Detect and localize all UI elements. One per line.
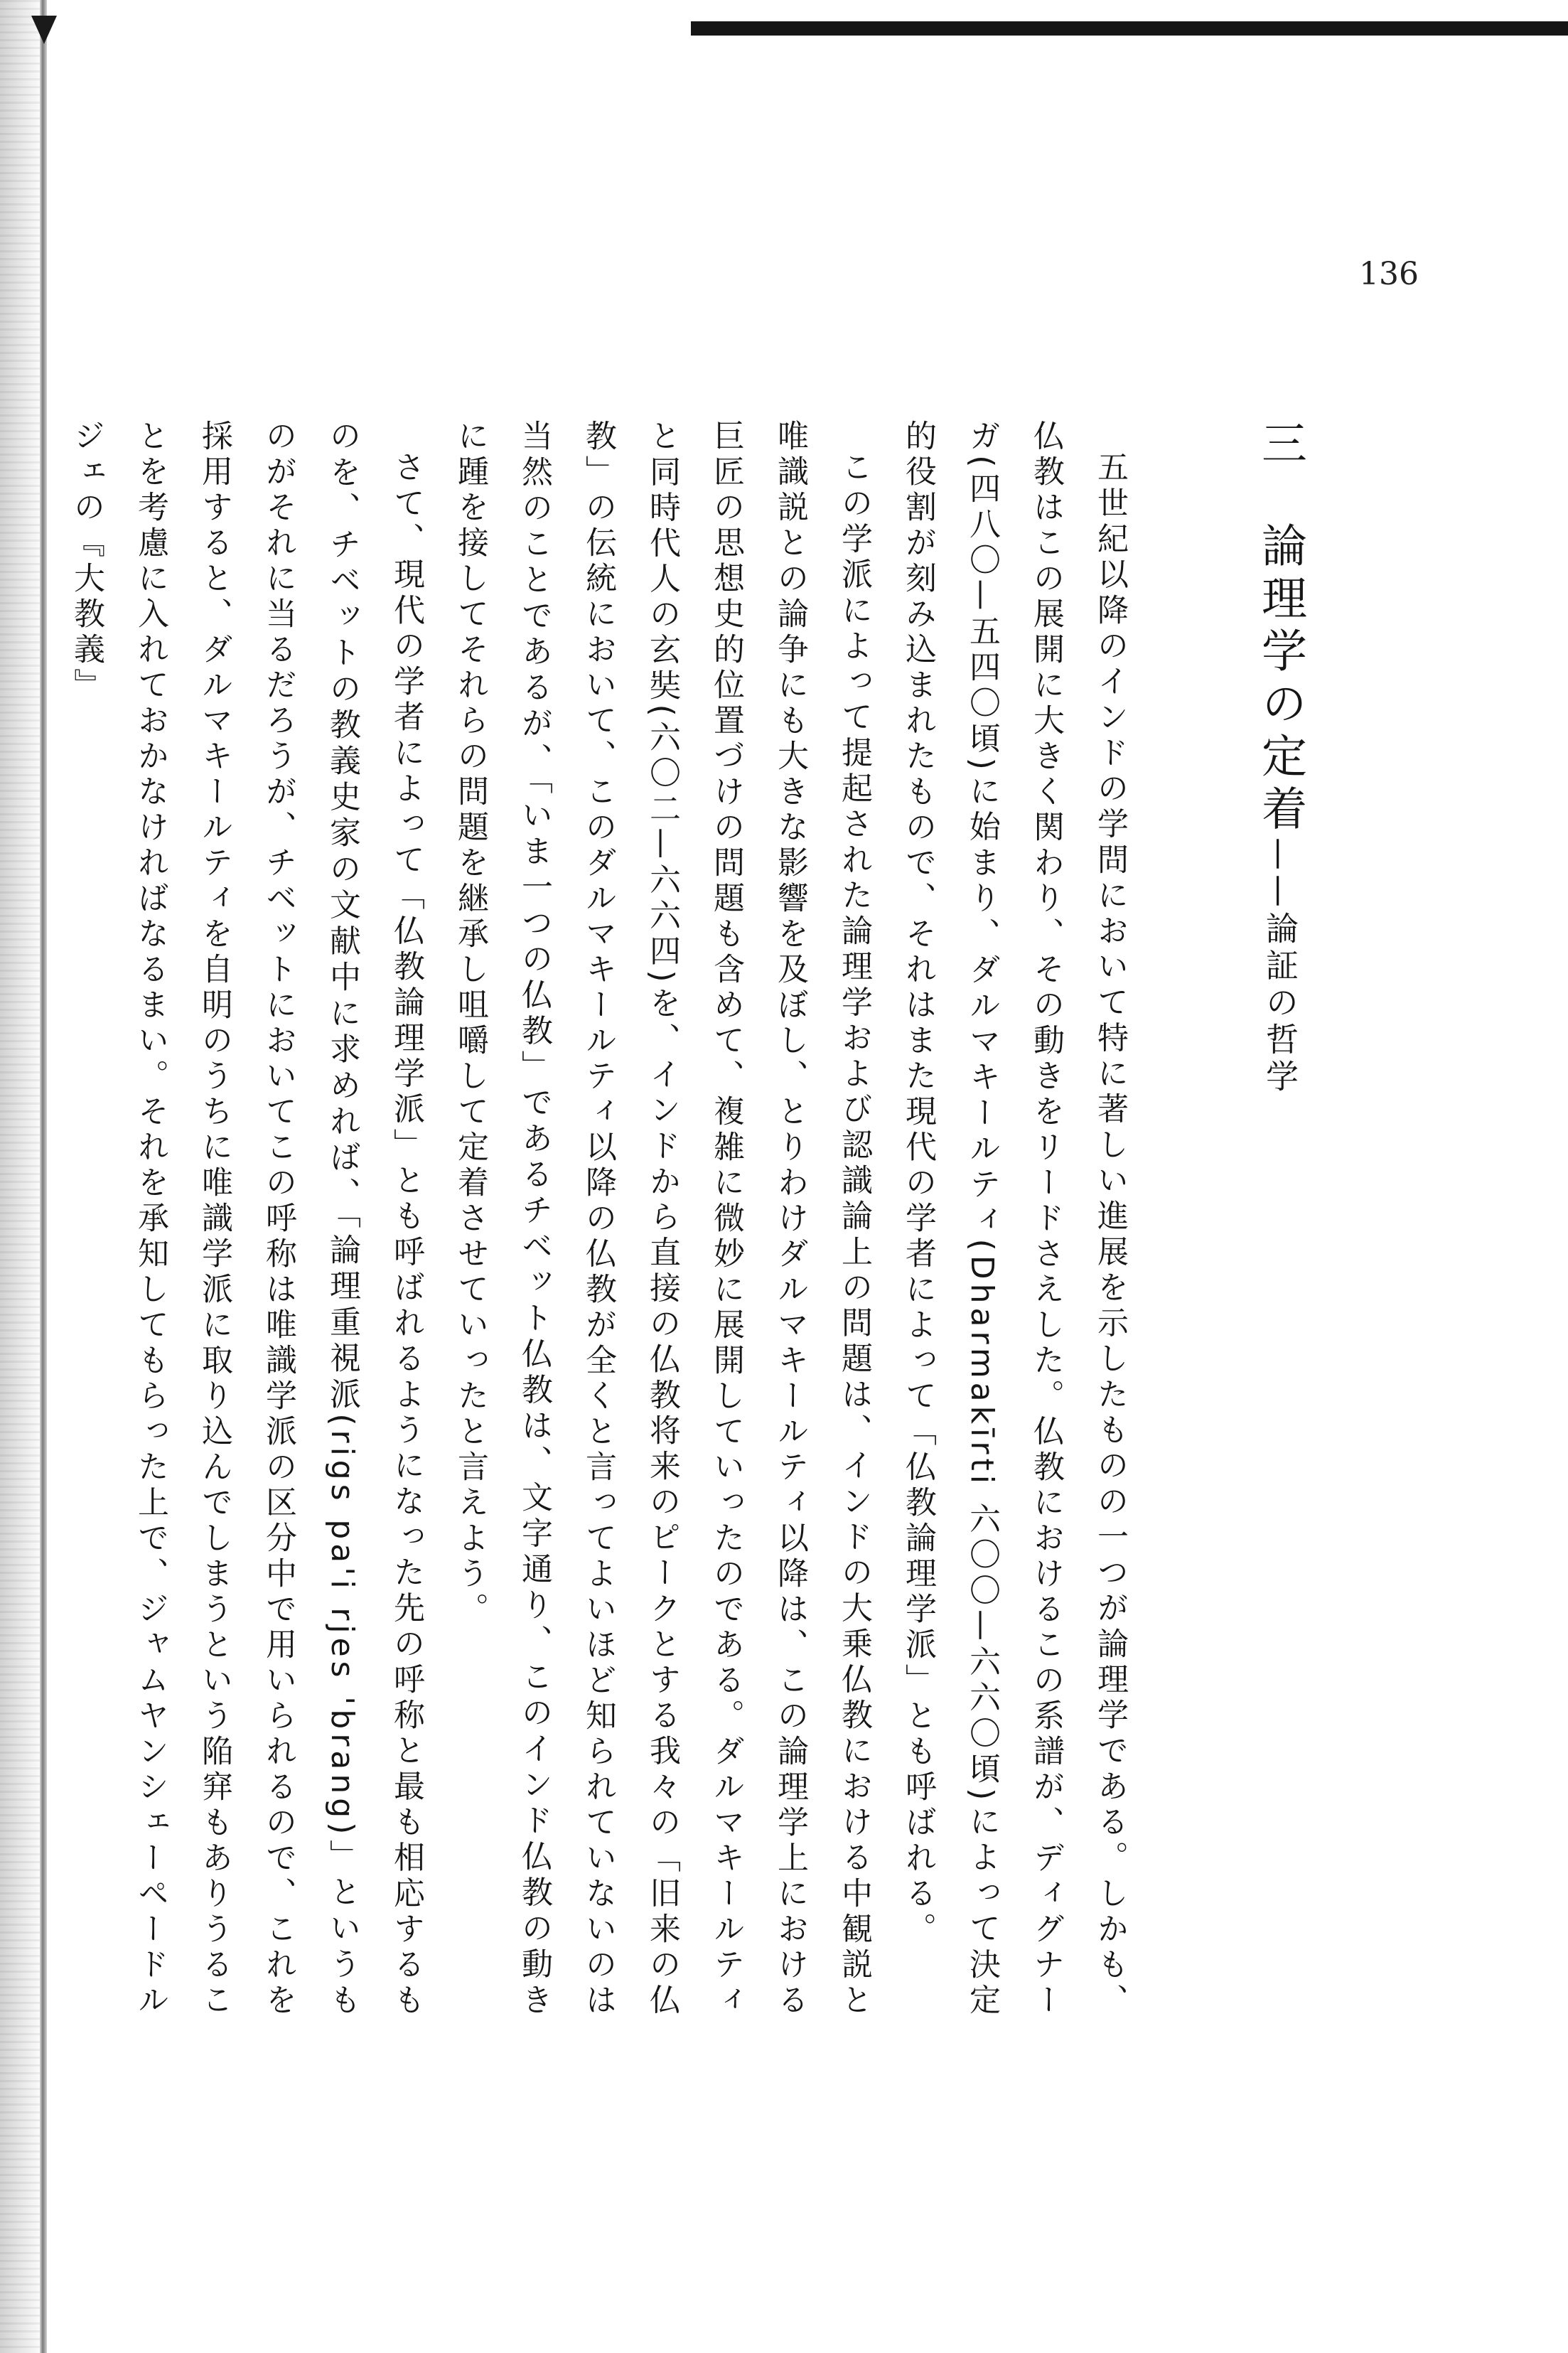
scan-shadow (0, 0, 40, 2353)
page-number: 136 (1359, 256, 1419, 292)
section-heading (1248, 419, 1312, 2019)
paragraph-3: さて、現代の学者によって「仏教論理学派」とも呼ばれるようになった先の呼称と最も相応するものを、チベットの教義史家の文献中に求めれば、「論理重視派(rigs pa'i rjes 'brang)」というものがそれに当るだろうが、チベットにおいてこの呼称は唯識学派の区分中で用いられるので、これを採用すると、ダルマキールティを自明のうちに唯識学派に取り込んでしまうという陥穽もありうることを考慮に入れておかなければなるまい。それを承知してもらった上で、ジャムヤンシェーペードルジェの『大教義』 (68, 419, 424, 2019)
paragraph-1: 五世紀以降のインドの学問において特に著しい進展を示したものの一つが論理学である。しかも、仏教はこの展開に大きく関わり、その動きをリードさえした。仏教におけるこの系譜が、ディグナーガ(四八〇—五四〇頃)に始まり、ダルマキールティ(Dharmakīrti 六〇〇—六六〇頃)によって決定的役割が刻み込まれたもので、それはまた現代の学者によって「仏教論理学派」とも呼ばれる。 (900, 419, 1128, 2019)
page-gutter-edge (40, 0, 47, 2353)
binding-mark (31, 16, 57, 44)
section-title-dash: —— (1261, 837, 1299, 911)
scan-top-border (691, 21, 1568, 36)
paragraph-2: この学派によって提起された論理学および認識論上の問題は、インドの大乗仏教における中観説と唯識説との論争にも大きな影響を及ぼし、とりわけダルマキールティ以降は、この論理学上における巨匠の思想史的位置づけの問題も含めて、複雑に微妙に展開していったのである。ダルマキールティと同時代人の玄奘(六〇二—六六四)を、インドから直接の仏教将来のピークとする我々の「旧来の仏教」の伝統において、このダルマキールティ以降の仏教が全くと言ってよいほど知られていないのは当然のことであるが、「いま一つの仏教」であるチベット仏教は、文字通り、このインド仏教の動きに踵を接してそれらの問題を継承し咀嚼して定着させていったと言えよう。 (452, 419, 872, 2019)
section-subtitle: 論証の哲学 (1261, 911, 1299, 1096)
vertical-text-body (54, 419, 1312, 2019)
section-title: 論理学の定着 (1254, 522, 1306, 837)
section-number: 三 (1254, 419, 1306, 472)
